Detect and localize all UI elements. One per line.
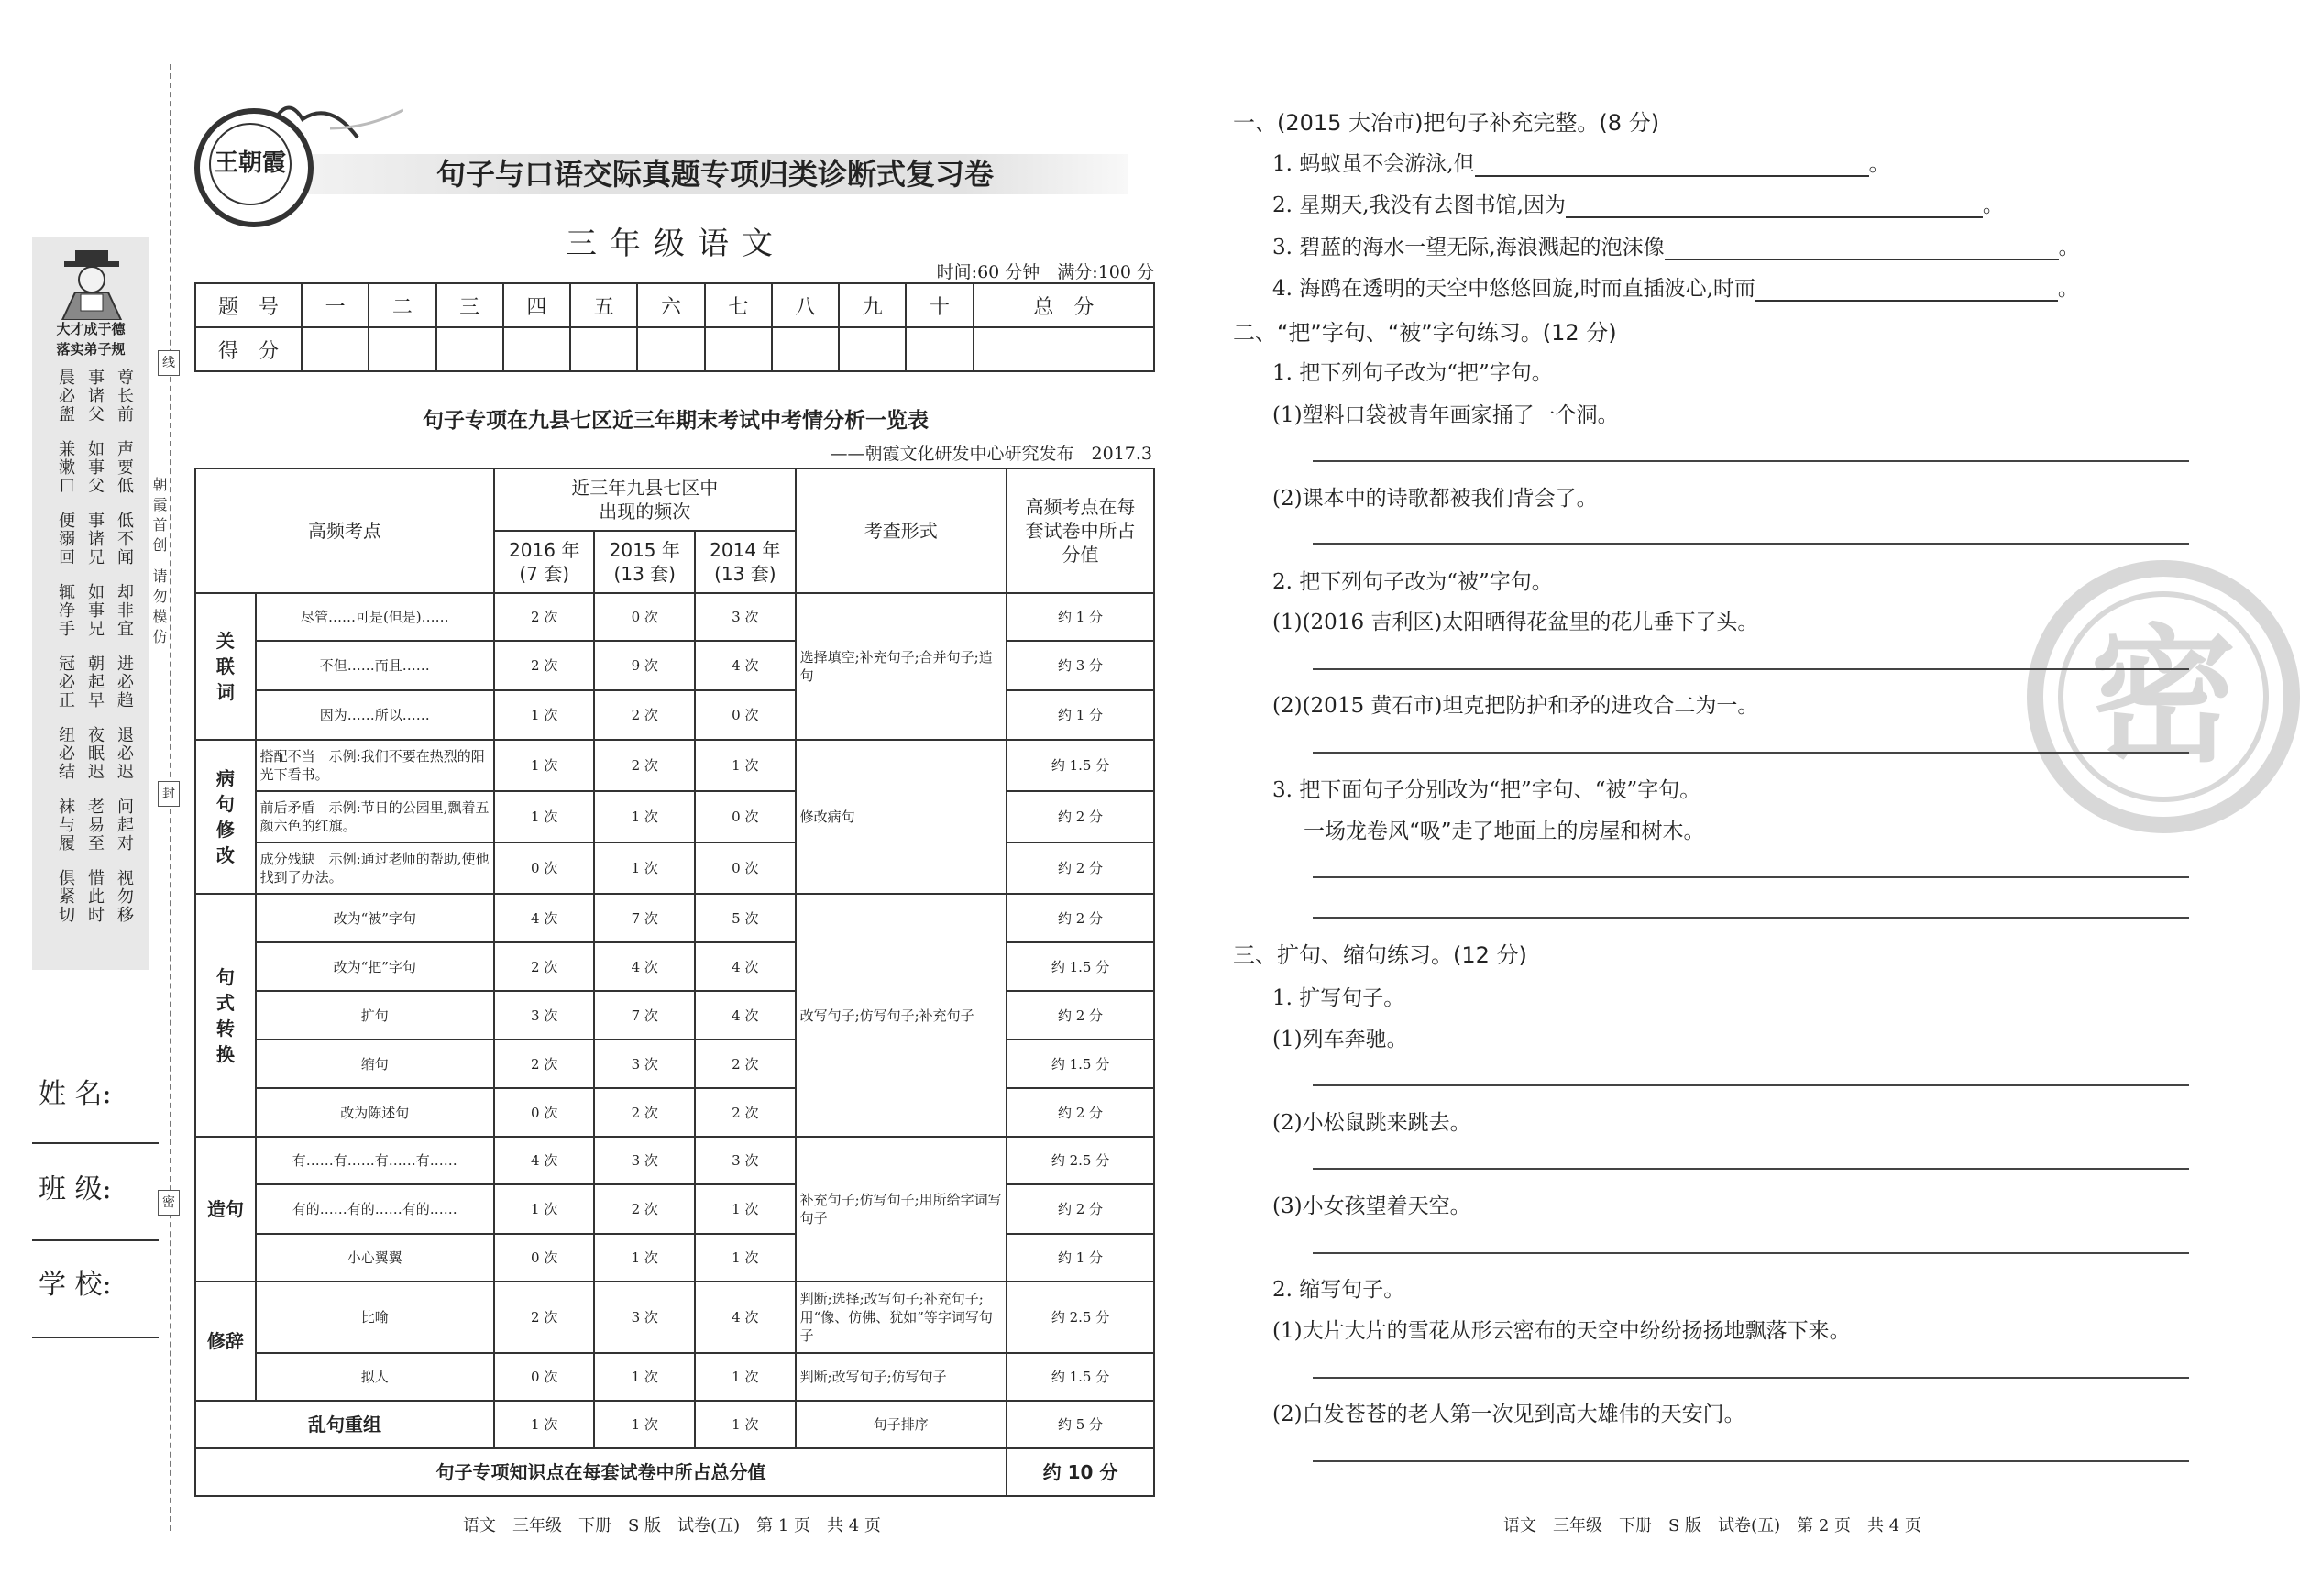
- point-cell: 尽管……可是(但是)……: [256, 593, 494, 641]
- score-share-cell: 约 1 分: [1007, 593, 1154, 641]
- name-field[interactable]: [32, 1142, 159, 1144]
- answer-line-3-2-a[interactable]: [1313, 1377, 2189, 1379]
- exam-form-cell: 改写句子;仿写句子;补充句子: [796, 894, 1007, 1137]
- score-share-cell: 约 2 分: [1007, 894, 1154, 942]
- table-row: [195, 894, 1154, 942]
- motto-line: 辄净手: [56, 583, 75, 638]
- header-year: 2014 年 (13 套): [695, 531, 796, 593]
- answer-line-2-1-a[interactable]: [1313, 460, 2189, 462]
- answer-line-2-3-b[interactable]: [1313, 917, 2189, 919]
- q2-3-a: 一场龙卷风“吸”走了地面上的房屋和树木。: [1304, 820, 1705, 843]
- point-cell: 不但……而且……: [256, 641, 494, 690]
- motto-line: 袜与履: [56, 798, 75, 853]
- count-2014-cell: 0 次: [695, 690, 796, 740]
- score-share-cell: 约 2.5 分: [1007, 1137, 1154, 1184]
- table-row: [195, 1040, 1154, 1088]
- count-2014-cell: 3 次: [695, 1137, 796, 1184]
- analysis-header-row: [195, 468, 1154, 531]
- paper-title: 句子与口语交际真题专项归类诊断式复习卷: [435, 157, 994, 192]
- score-header-row: [195, 283, 1154, 327]
- q2-2-a: (1)(2016 吉利区)太阳晒得花盆里的花儿垂下了头。: [1272, 611, 1759, 634]
- score-column-header: 四: [503, 283, 570, 327]
- count-2015-cell: 1 次: [594, 1353, 695, 1401]
- table-row: [195, 791, 1154, 842]
- score-share-cell: 约 1 分: [1007, 1234, 1154, 1282]
- answer-line-3-1-c[interactable]: [1313, 1252, 2189, 1254]
- score-cell[interactable]: [637, 327, 704, 371]
- q2-2-b: (2)(2015 黄石市)坦克把防护和矛的进攻合二为一。: [1272, 694, 1759, 718]
- score-column-header: 三: [436, 283, 503, 327]
- header-year: 2015 年 (13 套): [594, 531, 695, 593]
- motto-line: 晨必盥: [56, 369, 75, 424]
- point-cell: 拟人: [256, 1353, 494, 1401]
- score-column-header: 九: [839, 283, 906, 327]
- count-2015-cell: 1 次: [594, 1234, 695, 1282]
- exam-form-cell: 判断;选择;改写句子;补充句子;用“像、仿佛、犹如”等字词写句子: [796, 1282, 1007, 1353]
- motto-line: 事诸兄: [85, 512, 105, 567]
- class-label: 班 级:: [39, 1173, 112, 1205]
- score-share-cell: 约 1.5 分: [1007, 1040, 1154, 1088]
- answer-line-3-1-a[interactable]: [1313, 1084, 2189, 1086]
- score-cell[interactable]: [839, 327, 906, 371]
- seal-char-mi: 密: [158, 1190, 180, 1216]
- school-label: 学 校:: [39, 1269, 112, 1301]
- count-2016-cell: 0 次: [494, 1353, 595, 1401]
- count-2015-cell: 1 次: [594, 1401, 695, 1448]
- point-cell: 扩句: [256, 991, 494, 1040]
- score-column-header: 七: [705, 283, 772, 327]
- scholar-illustration: [44, 243, 139, 320]
- count-2015-cell: 9 次: [594, 641, 695, 690]
- motto-line: 视勿移: [115, 869, 134, 924]
- q3-1-a: (1)列车奔驰。: [1272, 1028, 1408, 1051]
- q3-2-a: (1)大片大片的雪花从形云密布的天空中纷纷扬扬地飘落下来。: [1272, 1319, 1851, 1343]
- count-2015-cell: 3 次: [594, 1040, 695, 1088]
- motto-group: [53, 869, 136, 924]
- brand-logo: [194, 108, 314, 227]
- motto-group: [53, 726, 136, 781]
- score-column-header: 一: [302, 283, 369, 327]
- count-2016-cell: 1 次: [494, 791, 595, 842]
- motto-group: [53, 655, 136, 710]
- seal-char-xian: 线: [158, 350, 180, 376]
- q3-1-b: (2)小松鼠跳来跳去。: [1272, 1111, 1471, 1135]
- reorder-label-cell: 乱句重组: [195, 1401, 494, 1448]
- total-label-cell: 句子专项知识点在每套试卷中所占总分值: [195, 1448, 1007, 1496]
- analysis-source: ——朝霞文化研发中心研究发布 2017.3: [830, 444, 1152, 464]
- stamp-char: 密: [2089, 611, 2238, 782]
- motto-line: 朝起早: [85, 655, 105, 710]
- answer-line-2-1-b[interactable]: [1313, 543, 2189, 545]
- count-2016-cell: 2 次: [494, 593, 595, 641]
- table-row: [195, 1184, 1154, 1234]
- motto-group: [53, 798, 136, 853]
- table-row: [195, 991, 1154, 1040]
- time-info: 时间:60 分钟 满分:100 分: [936, 262, 1154, 282]
- point-cell: 缩句: [256, 1040, 494, 1088]
- q3-2: 2. 缩写句子。: [1272, 1278, 1405, 1302]
- q2-1: 1. 把下列句子改为“把”字句。: [1272, 361, 1553, 385]
- header-exam-form: 考查形式: [796, 468, 1007, 593]
- score-table: [194, 282, 1155, 372]
- school-field[interactable]: [32, 1337, 159, 1338]
- header-high-freq-point: 高频考点: [195, 468, 494, 593]
- score-cell[interactable]: [302, 327, 369, 371]
- motto-line: 却非宜: [115, 583, 134, 638]
- table-row: [195, 942, 1154, 991]
- count-2016-cell: 1 次: [494, 1401, 595, 1448]
- motto-line: 声要低: [115, 440, 134, 495]
- count-2016-cell: 1 次: [494, 1184, 595, 1234]
- motto-line: 进必趋: [115, 655, 134, 710]
- class-field[interactable]: [32, 1239, 159, 1241]
- count-2015-cell: 7 次: [594, 991, 695, 1040]
- count-2015-cell: 7 次: [594, 894, 695, 942]
- count-2016-cell: 2 次: [494, 942, 595, 991]
- count-2016-cell: 3 次: [494, 991, 595, 1040]
- header-year: 2016 年 (7 套): [494, 531, 595, 593]
- score-cell[interactable]: [772, 327, 839, 371]
- section-2-title: 二、“把”字句、“被”字句练习。(12 分): [1233, 320, 1617, 346]
- motto-line: 俱紧切: [56, 869, 75, 924]
- score-column-header: 二: [369, 283, 435, 327]
- seal-char-feng: 封: [158, 781, 180, 807]
- count-2014-cell: 1 次: [695, 1353, 796, 1401]
- category-cell: 句 式 转 换: [195, 894, 256, 1137]
- point-cell: 小心翼翼: [256, 1234, 494, 1282]
- vertical-note-2: 请勿模仿: [150, 568, 168, 649]
- score-value-label: 得 分: [195, 327, 302, 371]
- point-cell: 改为“把”字句: [256, 942, 494, 991]
- point-cell: 比喻: [256, 1282, 494, 1353]
- answer-line-3-2-b[interactable]: [1313, 1460, 2189, 1462]
- point-cell: 改为“被”字句: [256, 894, 494, 942]
- count-2015-cell: 2 次: [594, 740, 695, 791]
- logo-text: 王朝霞: [214, 149, 286, 177]
- count-2014-cell: 4 次: [695, 641, 796, 690]
- score-cell[interactable]: [503, 327, 570, 371]
- score-cell[interactable]: [436, 327, 503, 371]
- point-cell: 有……有……有……有……: [256, 1137, 494, 1184]
- answer-line-2-2-a[interactable]: [1313, 668, 2189, 670]
- count-2014-cell: 5 次: [695, 894, 796, 942]
- count-2016-cell: 0 次: [494, 842, 595, 894]
- count-2014-cell: 1 次: [695, 740, 796, 791]
- count-2015-cell: 2 次: [594, 690, 695, 740]
- score-cell[interactable]: [570, 327, 637, 371]
- count-2014-cell: 4 次: [695, 942, 796, 991]
- exam-form-cell: 选择填空;补充句子;合并句子;造句: [796, 593, 1007, 740]
- subject-title: 三年级语文: [566, 226, 786, 262]
- count-2016-cell: 4 次: [494, 894, 595, 942]
- header-score-share: 高频考点在每 套试卷中所占 分值: [1007, 468, 1154, 593]
- table-row: [195, 1137, 1154, 1184]
- exam-form-cell: 判断;改写句子;仿写句子: [796, 1353, 1007, 1401]
- q2-1-b: (2)课本中的诗歌都被我们背会了。: [1272, 487, 1598, 511]
- q2-1-a: (1)塑料口袋被青年画家捅了一个洞。: [1272, 403, 1619, 427]
- point-cell: 因为……所以……: [256, 690, 494, 740]
- table-row: [195, 1282, 1154, 1353]
- count-2016-cell: 0 次: [494, 1088, 595, 1137]
- motto-head-line-2: 落实弟子规: [56, 341, 126, 358]
- count-2016-cell: 2 次: [494, 1282, 595, 1353]
- count-2016-cell: 4 次: [494, 1137, 595, 1184]
- motto-line: 问起对: [115, 798, 134, 853]
- count-2015-cell: 3 次: [594, 1137, 695, 1184]
- header-frequency: 近三年九县七区中 出现的频次: [494, 468, 796, 531]
- count-2015-cell: 2 次: [594, 1088, 695, 1137]
- score-cell[interactable]: [369, 327, 435, 371]
- motto-group: [53, 512, 136, 567]
- table-row: [195, 1401, 1154, 1448]
- score-column-header: 五: [570, 283, 637, 327]
- table-row: [195, 1088, 1154, 1137]
- section-3-title: 三、扩句、缩句练习。(12 分): [1233, 942, 1527, 968]
- score-row-label: 题 号: [195, 283, 302, 327]
- score-cell[interactable]: [974, 327, 1154, 371]
- score-share-cell: 约 2.5 分: [1007, 1282, 1154, 1353]
- total-score-cell: 约 10 分: [1007, 1448, 1154, 1496]
- answer-line-3-1-b[interactable]: [1313, 1168, 2189, 1170]
- motto-line: 尊长前: [115, 369, 134, 424]
- count-2014-cell: 1 次: [695, 1184, 796, 1234]
- answer-line-2-2-b[interactable]: [1313, 752, 2189, 754]
- table-row: [195, 1234, 1154, 1282]
- q1-blank-1[interactable]: [1475, 151, 1869, 177]
- motto-group: [53, 583, 136, 638]
- motto-line: 低不闻: [115, 512, 134, 567]
- table-row: [195, 1353, 1154, 1401]
- motto-heading: [37, 319, 145, 359]
- score-column-header: 八: [772, 283, 839, 327]
- exam-form-cell: 补充句子;仿写句子;用所给字词写句子: [796, 1137, 1007, 1282]
- motto-line: 如事兄: [85, 583, 105, 638]
- count-2016-cell: 2 次: [494, 1040, 595, 1088]
- motto-line: 便溺回: [56, 512, 75, 567]
- count-2016-cell: 1 次: [494, 740, 595, 791]
- motto-line: 兼漱口: [56, 440, 75, 495]
- score-share-cell: 约 2 分: [1007, 1184, 1154, 1234]
- score-share-cell: 约 1.5 分: [1007, 942, 1154, 991]
- table-row: [195, 641, 1154, 690]
- category-cell: 病 句 修 改: [195, 740, 256, 894]
- score-share-cell: 约 2 分: [1007, 842, 1154, 894]
- motto-group: [53, 369, 136, 424]
- q2-3: 3. 把下面句子分别改为“把”字句、“被”字句。: [1272, 778, 1701, 802]
- score-value-row: [195, 327, 1154, 371]
- score-cell[interactable]: [705, 327, 772, 371]
- section-1-title: 一、(2015 大冶市)把句子补充完整。(8 分): [1233, 110, 1660, 136]
- score-column-header: 六: [637, 283, 704, 327]
- motto-line: 冠必正: [56, 655, 75, 710]
- motto-head-line-1: 大才成于德: [56, 321, 126, 337]
- point-cell: 搭配不当 示例:我们不要在热烈的阳光下看书。: [256, 740, 494, 791]
- count-2014-cell: 0 次: [695, 842, 796, 894]
- count-2016-cell: 0 次: [494, 1234, 595, 1282]
- category-cell: 关 联 词: [195, 593, 256, 740]
- score-share-cell: 约 5 分: [1007, 1401, 1154, 1448]
- count-2014-cell: 2 次: [695, 1040, 796, 1088]
- count-2016-cell: 1 次: [494, 690, 595, 740]
- count-2015-cell: 1 次: [594, 791, 695, 842]
- category-cell: 造句: [195, 1137, 256, 1282]
- q1-item-1: 1. 蚂蚁虽不会游泳,但 。: [1272, 152, 1890, 176]
- q1-blank-4[interactable]: [1755, 276, 2058, 302]
- q1-item-4: 4. 海鸥在透明的天空中悠悠回旋,时而直插波心,时而 。: [1272, 277, 2079, 301]
- q1-item-3: 3. 碧蓝的海水一望无际,海浪溅起的泡沫像 。: [1272, 236, 2080, 259]
- score-share-cell: 约 1.5 分: [1007, 1353, 1154, 1401]
- point-cell: 有的……有的……有的……: [256, 1184, 494, 1234]
- motto-line: 纽必结: [56, 726, 75, 781]
- table-row: [195, 690, 1154, 740]
- score-share-cell: 约 1 分: [1007, 690, 1154, 740]
- motto-line: 惜此时: [85, 869, 105, 924]
- score-share-cell: 约 3 分: [1007, 641, 1154, 690]
- score-column-header: 总 分: [974, 283, 1154, 327]
- exam-form-cell: 句子排序: [796, 1401, 1007, 1448]
- motto-columns: [53, 369, 136, 955]
- point-cell: 成分残缺 示例:通过老师的帮助,使他找到了办法。: [256, 842, 494, 894]
- total-row: [195, 1448, 1154, 1496]
- analysis-table: [194, 468, 1155, 1497]
- table-row: [195, 740, 1154, 791]
- q1-blank-3[interactable]: [1665, 235, 2059, 260]
- count-2014-cell: 0 次: [695, 791, 796, 842]
- q2-2: 2. 把下列句子改为“被”字句。: [1272, 570, 1553, 594]
- motto-line: 事诸父: [85, 369, 105, 424]
- motto-line: 如事父: [85, 440, 105, 495]
- motto-line: 老易至: [85, 798, 105, 853]
- count-2016-cell: 2 次: [494, 641, 595, 690]
- score-column-header: 十: [906, 283, 973, 327]
- answer-line-2-3-a[interactable]: [1313, 876, 2189, 878]
- analysis-title: 句子专项在九县七区近三年期末考试中考情分析一览表: [423, 409, 929, 433]
- motto-group: [53, 440, 136, 495]
- q1-item-2: 2. 星期天,我没有去图书馆,因为 。: [1272, 193, 2004, 217]
- vertical-note-1: 朝霞首创: [150, 477, 168, 557]
- name-label: 姓 名:: [39, 1078, 112, 1110]
- score-share-cell: 约 2 分: [1007, 1088, 1154, 1137]
- count-2015-cell: 2 次: [594, 1184, 695, 1234]
- count-2015-cell: 0 次: [594, 593, 695, 641]
- q3-2-b: (2)白发苍苍的老人第一次见到高大雄伟的天安门。: [1272, 1403, 1745, 1426]
- exam-form-cell: 修改病句: [796, 740, 1007, 894]
- motto-line: 夜眠迟: [85, 726, 105, 781]
- score-share-cell: 约 1.5 分: [1007, 740, 1154, 791]
- point-cell: 前后矛盾 示例:节日的公园里,飘着五颜六色的红旗。: [256, 791, 494, 842]
- count-2015-cell: 4 次: [594, 942, 695, 991]
- score-share-cell: 约 2 分: [1007, 991, 1154, 1040]
- table-row: [195, 842, 1154, 894]
- count-2014-cell: 2 次: [695, 1088, 796, 1137]
- count-2014-cell: 3 次: [695, 593, 796, 641]
- category-cell: 修辞: [195, 1282, 256, 1401]
- score-cell[interactable]: [906, 327, 973, 371]
- footer-left: 语文 三年级 下册 S 版 试卷(五) 第 1 页 共 4 页: [463, 1516, 881, 1535]
- point-cell: 改为陈述句: [256, 1088, 494, 1137]
- count-2014-cell: 4 次: [695, 1282, 796, 1353]
- q1-blank-2[interactable]: [1566, 193, 1983, 218]
- watermark-stamp-icon: [2026, 559, 2300, 834]
- table-row: [195, 593, 1154, 641]
- footer-right: 语文 三年级 下册 S 版 试卷(五) 第 2 页 共 4 页: [1503, 1516, 1921, 1535]
- motto-line: 退必迟: [115, 726, 134, 781]
- count-2014-cell: 1 次: [695, 1234, 796, 1282]
- q3-1: 1. 扩写句子。: [1272, 986, 1405, 1010]
- score-share-cell: 约 2 分: [1007, 791, 1154, 842]
- count-2014-cell: 1 次: [695, 1401, 796, 1448]
- count-2014-cell: 4 次: [695, 991, 796, 1040]
- count-2015-cell: 3 次: [594, 1282, 695, 1353]
- count-2015-cell: 1 次: [594, 842, 695, 894]
- q3-1-c: (3)小女孩望着天空。: [1272, 1194, 1471, 1218]
